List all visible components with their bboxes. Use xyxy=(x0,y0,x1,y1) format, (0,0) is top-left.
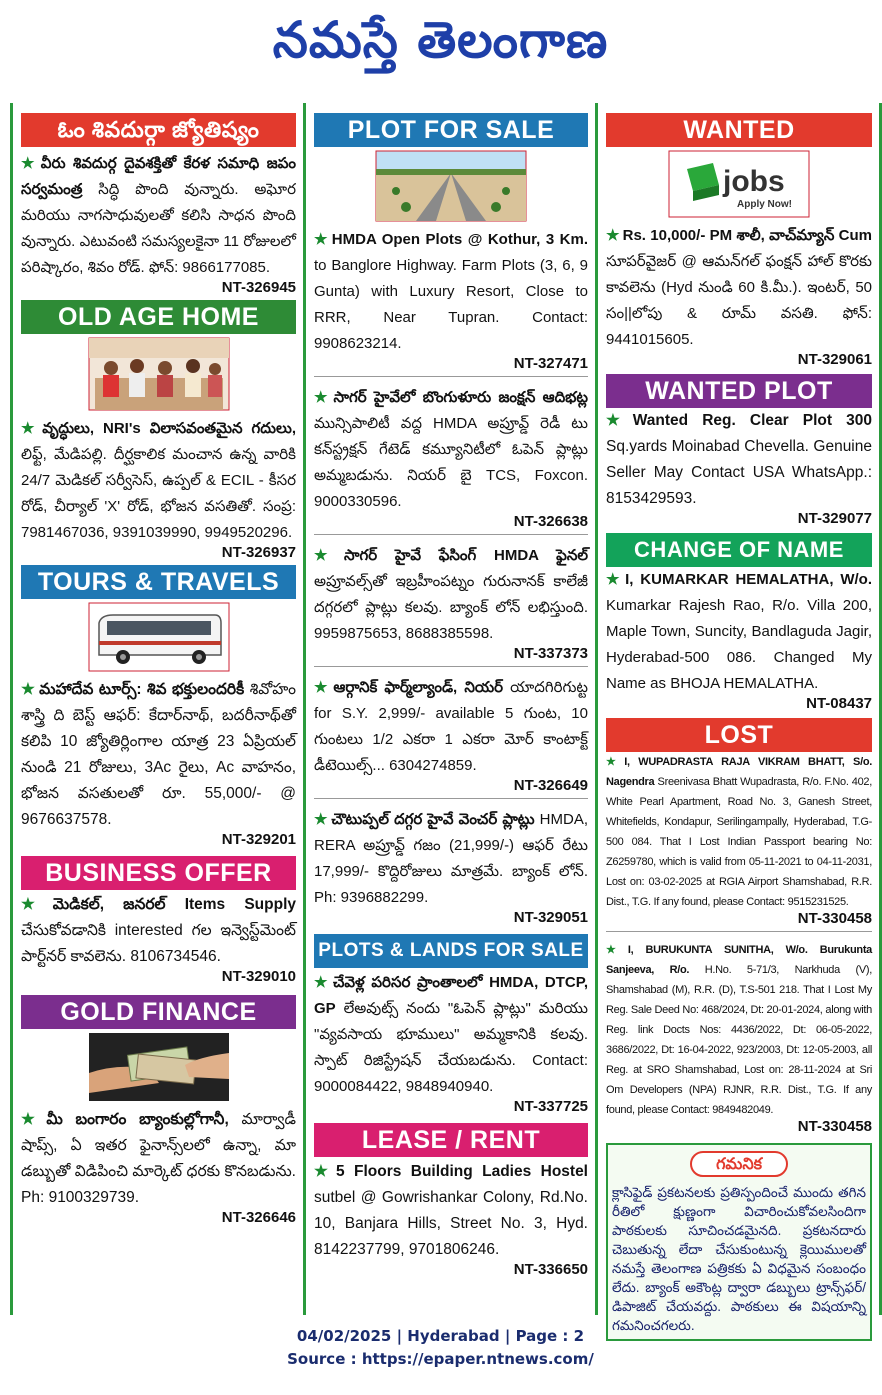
lost-ad-2 xyxy=(606,940,872,1120)
ad-code: NT-330458 xyxy=(797,1118,872,1135)
wanted-header: WANTED xyxy=(606,113,872,147)
ad-body: అప్రూవల్స్‌తో ఇబ్రహీంపట్నం గురునానక్ కాలేజీ దగ్గరలో ప్లాట్లు కలవు. బ్యాంక్ లోన్ లభిస్తుంది. 9959875653, 8688385598. xyxy=(314,573,588,642)
plot-ad-3 xyxy=(314,543,588,647)
ad-lead: చేవెళ్ల పరిసర ప్రాంతాలలో HMDA, DTCP, GP xyxy=(314,974,588,1017)
star-icon: ★ xyxy=(21,420,40,437)
star-icon: ★ xyxy=(314,389,331,406)
star-icon: ★ xyxy=(314,974,330,991)
ad-lead: సాగర్ హైవేలో బొంగుళూరు జంక్షన్ ఆదిభట్ల xyxy=(333,389,589,406)
ad-code: NT-326646 xyxy=(221,1209,296,1226)
star-icon: ★ xyxy=(21,1111,44,1128)
jobs-logo-text: jobs xyxy=(723,165,785,198)
ad-code: NT-329010 xyxy=(221,968,296,985)
ad-lead: I, WUPADRASTA RAJA VIKRAM BHATT, S/o. Nagendra xyxy=(606,756,872,788)
ad-body: H.No. 5-71/3, Narkhuda (V), Shamshabad (M), R.R. (D), T.S-501 218. That I Lost My Reg. Sale Deed No: 468/2024, Dt: 20-01-2024, along with Reg. link Docts Nos: 4436/2022, Dt: 06-05-2022, 3686/2022, Dt: 16-04-2022, 923/2003, Dt: 12-05-2003, all Reg. at SRO Shamshabad, Lost on: 28-11-2024 at Sri Om Developers (NPA) RJNR, R.R. Dist., T.G. If any found, please Contact: 9849482049. xyxy=(606,964,872,1116)
ad-body: చేసుకోవడానికి interested గల ఇన్వెస్ట్‌మెంట్ పార్ట్‌నర్ కావలెను. 8106734546. xyxy=(21,922,296,965)
plot-ad-5 xyxy=(314,807,588,911)
column-left xyxy=(10,103,306,1315)
lease-header: LEASE / RENT xyxy=(314,1123,588,1157)
lands-ad xyxy=(314,970,588,1100)
ad-code: NT-329051 xyxy=(513,909,588,926)
gold-ad xyxy=(21,1107,296,1211)
lease-ad xyxy=(314,1159,588,1263)
ad-body: సూపర్‌వైజర్ @ ఆమన్‌గల్ ఫంక్షన్ హాల్ కొరకు కావలెను (Hyd నుండి 60 కి.మీ.). ఇంటర్, 50 సం||లోపు & రూమ్ వసతి. ఫోన్: 9441015605. xyxy=(606,253,872,348)
star-icon: ★ xyxy=(606,944,625,956)
star-icon: ★ xyxy=(314,547,342,564)
page-footer xyxy=(0,1325,881,1371)
ad-body: శివోహం శాస్త్రి ది బెస్ట్ ఆఫర్: కేదార్‌నాథ్, బదరీనాథ్‌తో కలిపి 10 జ్యోతిర్లింగాల యాత్ర 23 ఏప్రియల్ నుండి 21 రోజులు, 3Ac రైలు, Ac వాహనం, భోజన వసతులతో రూ. 55,000/- @ 9676637578. xyxy=(21,681,296,828)
lands-header: PLOTS & LANDS FOR SALE xyxy=(314,934,588,968)
star-icon: ★ xyxy=(606,571,623,588)
ad-body: మున్సిపాలిటీ వద్ద HMDA అప్రూవ్డ్ రెడీ టు కన్‌స్ట్రక్షన్ గేటెడ్ కమ్యూనిటీలో ఓపెన్ ప్లాట్లు అమ్మబడును. నియర్ బై TCS, Foxcon. 9000330596. xyxy=(314,415,588,510)
notice-box xyxy=(606,1143,872,1341)
gold-photo xyxy=(21,1033,296,1101)
lost-ad-1 xyxy=(606,752,872,912)
ad-body: Sreenivasa Bhatt Wupadrasta, R/o. F.No. 402, White Pearl Apartment, Road No. 3, Ganesh Street, Whitefields, Kondapur, Serilingampally, Hyderabad, T.G-500 084. That I Lost Indian Passport bearing No: Z6259780, which is valid from 05-11-2021 to 04-11-2031, Lost on: 03-02-2025 at RGIA Airport Shamshabad, R.R. Dist., T.G. If any found, please Contact: 9515231525. xyxy=(606,776,872,908)
star-icon: ★ xyxy=(21,681,37,698)
star-icon: ★ xyxy=(606,756,622,768)
ad-lead: 5 Floors Building Ladies Hostel xyxy=(335,1163,588,1180)
ad-lead: వీరు శివదుర్గ దైవశక్తితో కేరళ సమాధి జపం సర్వమంత్ర xyxy=(21,155,296,198)
jobs-logo xyxy=(606,151,872,217)
divider xyxy=(314,534,588,535)
ad-lead: I, KUMARKAR HEMALATHA, W/o. xyxy=(625,571,872,588)
star-icon: ★ xyxy=(314,1163,333,1180)
ad-code: NT-08437 xyxy=(806,695,872,712)
ad-code: NT-326945 xyxy=(221,279,296,296)
ad-body: Kumarkar Rajesh Rao, R/o. Villa 200, Maple Town, Suncity, Bandlaguda Jagir, Hyderabad-500 086. Changed My Name as BHOJA HEMALATHA. xyxy=(606,597,872,692)
plot-photo xyxy=(314,151,588,221)
column-middle xyxy=(306,103,598,1315)
footer-date-line: 04/02/2025 | Hyderabad | Page : 2 xyxy=(296,1327,585,1345)
footer-source-line: Source : https://epaper.ntnews.com/ xyxy=(287,1350,594,1368)
ad-body: మార్వాడీ షాప్స్, ఏ ఇతర ఫైనాన్స్‌లలో ఉన్నా, మా డబ్బుతో విడిపించి మార్కెట్ ధరకు కొనబడును. Ph: 9100329739. xyxy=(21,1111,296,1206)
tours-header: TOURS & TRAVELS xyxy=(21,565,296,599)
notice-title: గమనిక xyxy=(690,1151,788,1177)
star-icon: ★ xyxy=(21,896,50,913)
name-change-header: CHANGE OF NAME xyxy=(606,533,872,567)
star-icon: ★ xyxy=(606,227,620,244)
ad-lead: HMDA Open Plots @ Kothur, 3 Km. xyxy=(331,231,588,248)
plot-header: PLOT FOR SALE xyxy=(314,113,588,147)
astro-ad xyxy=(21,151,296,281)
masthead-title: నమస్తే తెలంగాణ xyxy=(272,10,609,69)
star-icon: ★ xyxy=(606,412,630,429)
wanted-ad xyxy=(606,223,872,353)
ad-body: లిఫ్ట్, మేడిపల్లి. దీర్ఘకాలిక మంచాన ఉన్న వారికి 24/7 మెడికల్ సర్వీసెస్, ఉప్పల్ & ECIL - కీసర రోడ్, చీర్యాల్ 'X' రోడ్, భోజన వసతితో. సంప్ర: 7981467036, 9391039990, 9949520296. xyxy=(21,446,296,541)
ad-code: NT-329077 xyxy=(797,510,872,527)
ad-lead: చౌటుప్పల్ దగ్గర హైవే వెంచర్ ప్లాట్లు xyxy=(331,811,535,828)
star-icon: ★ xyxy=(314,231,329,248)
oldage-photo xyxy=(21,338,296,410)
ad-body: యాదగిరిగుట్ట for S.Y. 2,999/- available 5 గుంట, 10 గుంటలు 1/2 ఎకరా 1 ఎకరా మోర్ కాంటాక్ట్ డీటెయిల్స్... 6304274859. xyxy=(314,679,589,774)
ad-lead: మీ బంగారం బ్యాంకుల్లోగానీ, xyxy=(46,1111,229,1128)
notice-body: క్లాసిఫైడ్ ప్రకటనలకు ప్రతిస్పందించే ముందు తగిన రీతిలో క్షుణ్ణంగా విచారించుకోవలసిందిగా పాఠకులకు సూచించడమైనది. ప్రకటనదారు చెబుతున్న లేదా చేసుకుంటున్న క్లెయిములతో నమస్తే తెలంగాణ పత్రికకు ఏ విధమైన సంబంధం లేదు. బ్యాంక్ అకౌంట్ల ద్వారా డబ్బులు ట్రాన్స్‌ఫర్/డిపాజిట్ చేయవద్దు. పాఠకులు ఈ విషయాన్ని గమనించగలరు. xyxy=(612,1185,866,1333)
divider xyxy=(314,798,588,799)
ad-code: NT-326638 xyxy=(513,513,588,530)
star-icon: ★ xyxy=(314,811,329,828)
tours-ad xyxy=(21,677,296,833)
ad-body: to Banglore Highway. Farm Plots (3, 6, 9 Gunta) with Luxury Resort, Close to RRR, Near Tupran. Contact: 9908623214. xyxy=(314,257,588,352)
ad-code: NT-326649 xyxy=(513,777,588,794)
bus-photo xyxy=(21,603,296,671)
divider xyxy=(314,666,588,667)
ad-lead: Rs. 10,000/- PM శాలీ, వాచ్‌మ్యాన్ Cum xyxy=(622,227,873,244)
ad-body: సిద్ధి పొంది వున్నారు. అఘోర మరియు నాగసాధువులతో కలిసి సాధన పొంది వున్నారు. ఎటువంటి సమస్యలకైనా 11 రోజులలో పరిష్కారం, శివం రోడ్. ఫోన్: 9866177085. xyxy=(21,181,296,276)
ad-code: NT-336650 xyxy=(513,1261,588,1278)
jobs-logo-subtext: Apply Now! xyxy=(737,199,792,210)
ad-lead: Wanted Reg. Clear Plot 300 xyxy=(632,412,872,429)
ad-lead: I, BURUKUNTA SUNITHA, W/o. Burukunta Sanjeeva, R/o. xyxy=(606,944,872,976)
star-icon: ★ xyxy=(314,679,331,696)
ad-body: లేఅవుట్స్ నందు "ఓపెన్ ప్లాట్లు" మరియు "వ్యవసాయ భూములు" అమ్మకానికి కలవు. స్పాట్ రిజిస్ట్రేషన్ చేయబడును. Contact: 9000084422, 9848940940. xyxy=(314,1000,588,1095)
wanted-plot-ad xyxy=(606,408,872,512)
ad-code: NT-327471 xyxy=(513,355,588,372)
ad-code: NT-326937 xyxy=(221,544,296,561)
ad-code: NT-337725 xyxy=(513,1098,588,1115)
ad-lead: సాగర్ హైవే ఫేసింగ్ HMDA ఫైనల్ xyxy=(344,547,588,564)
plot-ad-1 xyxy=(314,227,588,357)
ad-body: sutbel @ Gowrishankar Colony, Rd.No. 10, Banjara Hills, Street No. 3, Hyd. 8142237799, 9701806246. xyxy=(314,1189,588,1258)
ad-lead: వృద్ధులు, NRI's విలాసవంతమైన గదులు, xyxy=(42,420,296,437)
ad-code: NT-329061 xyxy=(797,351,872,368)
lost-header: LOST xyxy=(606,718,872,752)
star-icon: ★ xyxy=(21,155,38,172)
name-change-ad xyxy=(606,567,872,697)
gold-header: GOLD FINANCE xyxy=(21,995,296,1029)
wanted-plot-header: WANTED PLOT xyxy=(606,374,872,408)
divider xyxy=(606,931,872,932)
ad-lead: మెడికల్, జనరల్ Items Supply xyxy=(52,896,296,913)
business-ad xyxy=(21,892,296,970)
ad-lead: మహాదేవ టూర్స్: శివ భక్తులందరికీ xyxy=(39,681,245,698)
column-right xyxy=(595,103,882,1333)
business-header: BUSINESS OFFER xyxy=(21,856,296,890)
ad-code: NT-330458 xyxy=(797,910,872,927)
plot-ad-4 xyxy=(314,675,588,779)
oldage-ad xyxy=(21,416,296,546)
ad-body: HMDA, RERA అప్రూవ్డ్ గజం (21,999/-) ఆఫర్ రేటు 17,999/- కొద్దిరోజులు మాత్రమే. బ్యాంక్ లోన్. Ph: 9396882299. xyxy=(314,811,589,906)
ad-code: NT-337373 xyxy=(513,645,588,662)
ad-lead: ఆర్గానిక్ ఫార్మ్‌ల్యాండ్, నియర్ xyxy=(333,679,504,696)
oldage-header: OLD AGE HOME xyxy=(21,300,296,334)
astro-header: ఓం శివదుర్గా జ్యోతిష్యం xyxy=(21,113,296,147)
ad-code: NT-329201 xyxy=(221,831,296,848)
ad-body: Sq.yards Moinabad Chevella. Genuine Seller May Contact USA WhatsApp.: 8153429593. xyxy=(606,438,872,507)
plot-ad-2 xyxy=(314,385,588,515)
divider xyxy=(314,376,588,377)
